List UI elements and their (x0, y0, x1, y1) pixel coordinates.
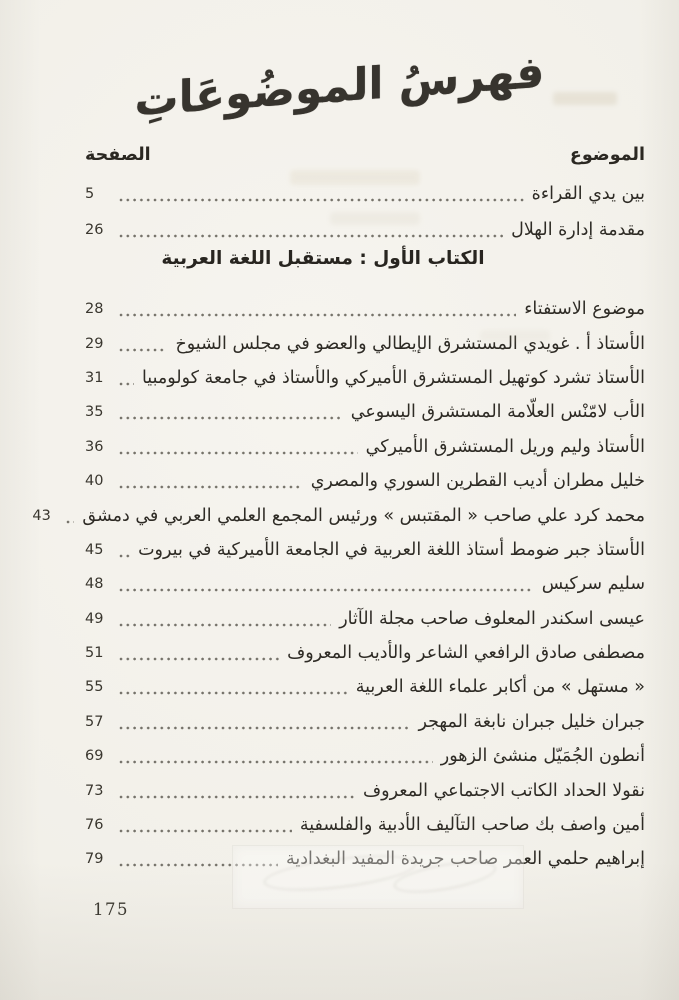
toc-entry-title: خليل مطران أديب القطرين السوري والمصري (310, 471, 645, 492)
toc-entry-page: 29 (85, 335, 104, 352)
toc-entry (85, 567, 645, 601)
folio-page-number: 175 (93, 900, 129, 919)
dot-leader (119, 313, 516, 317)
toc-front-matter (85, 176, 645, 248)
toc-entry (85, 176, 645, 212)
toc-entry-page: 69 (85, 748, 104, 765)
toc-entry-title: أنطون الجُمَيّل منشئ الزهور (440, 746, 645, 767)
page-column-header: الصفحة (85, 145, 151, 165)
toc-entry-title: الأستاذ وليم وريل المستشرق الأميركي (365, 436, 645, 457)
toc-entry-title: أمين واصف بك صاحب التآليف الأدبية والفلسفية (299, 815, 645, 836)
topic-column-header: الموضوع (569, 145, 645, 165)
toc-entry-page: 76 (85, 817, 104, 834)
toc-entry-title: محمد كرد علي صاحب « المقتبس » ورئيس المجمع العلمي العربي في دمشق (82, 505, 645, 526)
toc-entry (85, 430, 645, 464)
dot-leader (119, 691, 348, 695)
dot-leader (119, 485, 303, 489)
dot-leader (119, 451, 358, 455)
toc-entry (85, 705, 645, 739)
toc-entry-title: الأستاذ تشرد كوتهيل المستشرق الأميركي والأستاذ في جامعة كولومبيا (141, 367, 645, 388)
dot-leader (119, 382, 134, 386)
toc-entry-page: 35 (85, 404, 104, 421)
toc-entry (85, 773, 645, 807)
toc-entry-page: 5 (85, 186, 95, 202)
dot-leader (119, 760, 433, 764)
toc-entry (85, 533, 645, 567)
dot-leader (119, 726, 410, 730)
dot-leader (119, 623, 331, 627)
dot-leader (119, 657, 279, 661)
dot-leader (119, 416, 343, 420)
toc-column-headers (85, 140, 645, 170)
toc-entry-title: مصطفى صادق الرافعي الشاعر والأديب المعروف (287, 643, 645, 664)
toc-entry-page: 45 (85, 541, 104, 558)
toc-entry-title: نقولا الحداد الكاتب الاجتماعي المعروف (363, 780, 645, 801)
toc-entry-page: 36 (85, 438, 104, 455)
toc-entry-page: 49 (85, 610, 104, 627)
toc-entry (85, 739, 645, 773)
toc-entry-page: 26 (85, 222, 104, 238)
toc-entry-title: الأستاذ جبر ضومط أستاذ اللغة العربية في الجامعة الأميركية في بيروت (138, 539, 645, 560)
toc-entry-page: 73 (85, 782, 104, 799)
toc-entry (85, 292, 645, 326)
toc-entry-page: 48 (85, 576, 104, 593)
toc-entry-title: عيسى اسكندر المعلوف صاحب مجلة الآثار (339, 608, 645, 629)
toc-entry-title: « مستهل » من أكابر علماء اللغة العربية (355, 677, 645, 698)
dot-leader (119, 348, 167, 352)
toc-entry-page: 43 (32, 507, 51, 524)
dot-leader (119, 588, 534, 592)
toc-entry-title: مقدمة إدارة الهلال (511, 220, 645, 240)
toc-entry (32, 498, 645, 532)
toc-entry-title: الأب لامّنْس العلّامة المستشرق اليسوعي (350, 402, 645, 423)
book-index-title (0, 40, 679, 132)
toc-entry-title: جبران خليل جبران نابغة المهجر (418, 711, 645, 732)
toc-entry (85, 464, 645, 498)
toc-entry-page: 55 (85, 679, 104, 696)
dot-leader (66, 520, 74, 524)
toc-entry-title: إبراهيم حلمي العمر صاحب جريدة المفيد البغدادية (285, 849, 645, 870)
toc-entry (85, 395, 645, 429)
toc-entry (85, 212, 645, 248)
dot-leader (119, 554, 130, 558)
toc-entry-title: بين يدي القراءة (531, 184, 645, 204)
toc-entry-page: 51 (85, 645, 104, 662)
toc-entry-page: 40 (85, 473, 104, 490)
toc-entry-title: موضوع الاستفتاء (524, 299, 645, 320)
toc-entry (85, 636, 645, 670)
toc-entry (85, 602, 645, 636)
stamp-ghost (232, 845, 524, 909)
stamp-ghost-squiggle (262, 849, 419, 898)
toc-entry-page: 57 (85, 713, 104, 730)
toc-entry (85, 670, 645, 704)
toc-entry (85, 326, 645, 360)
toc-section-heading-text: الكتاب الأول : مستقبل اللغة العربية (161, 248, 485, 269)
toc-entry-page: 79 (85, 851, 104, 868)
toc-entry (85, 361, 645, 395)
toc-entry-page: 28 (85, 301, 104, 318)
toc-entry (85, 808, 645, 842)
toc-entry-title: سليم سركيس (541, 574, 645, 595)
toc-entry-page: 31 (85, 369, 104, 386)
dot-leader (119, 198, 524, 202)
book-index-title-text: فهرسُ الموضُوعَاتِ (134, 46, 545, 126)
dot-leader (119, 829, 292, 833)
dot-leader (119, 234, 503, 238)
dot-leader (119, 795, 355, 799)
toc-entry-list (32, 292, 645, 877)
toc-section-heading (85, 248, 645, 282)
toc-entry-title: الأستاذ أ . غويدي المستشرق الإيطالي والعضو في مجلس الشيوخ (175, 333, 645, 354)
